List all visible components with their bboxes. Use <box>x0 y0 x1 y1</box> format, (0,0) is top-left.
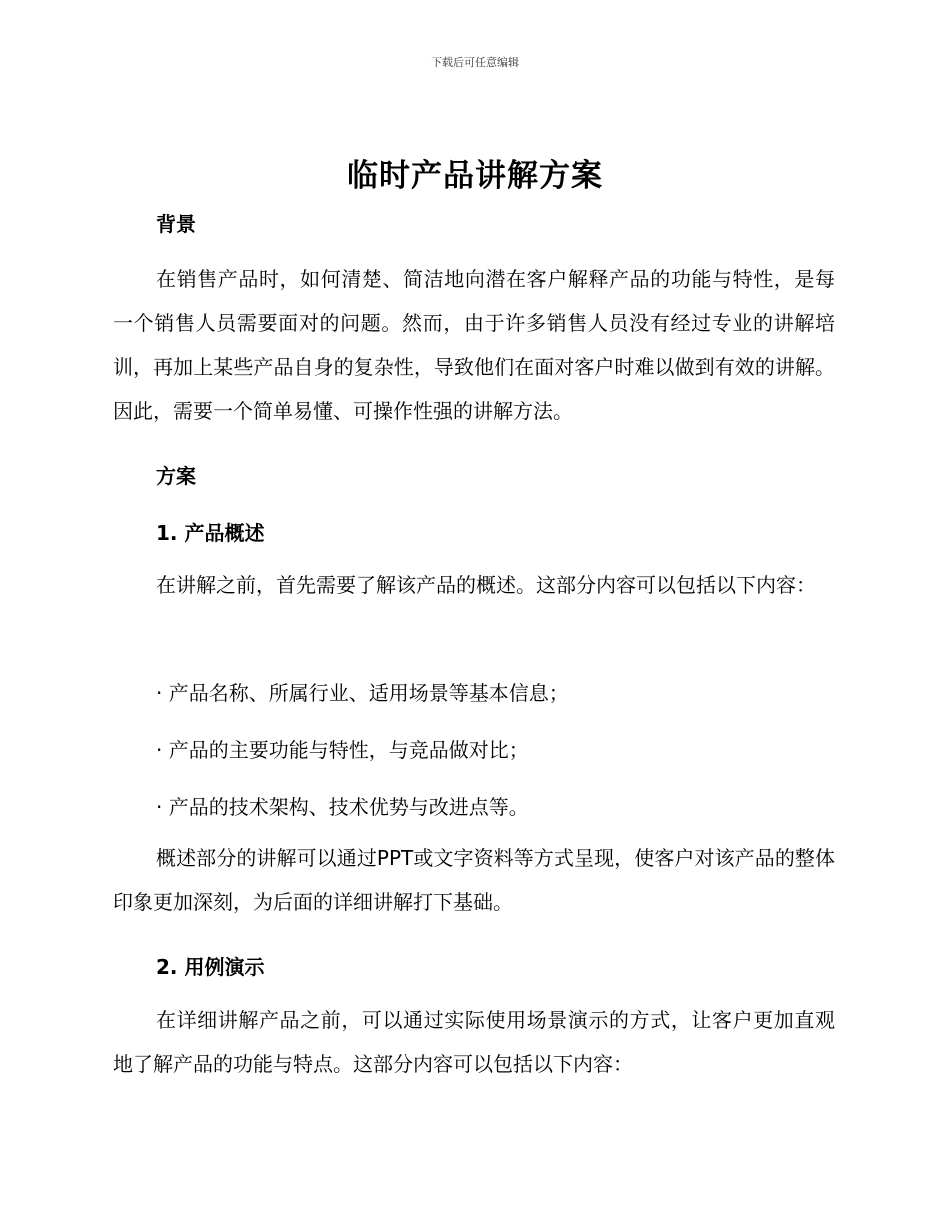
bullet-item: · 产品的主要功能与特性，与竞品做对比； <box>156 738 529 762</box>
plan-heading: 方案 <box>156 464 196 488</box>
bullet-item: · 产品的技术架构、技术优势与改进点等。 <box>156 795 529 819</box>
background-heading: 背景 <box>156 212 196 236</box>
section1-heading: 1. 产品概述 <box>156 521 265 545</box>
page-header: 下载后可任意编辑 <box>431 56 519 69</box>
bullet-item: · 产品名称、所属行业、适用场景等基本信息； <box>156 681 569 705</box>
section2-intro: 在详细讲解产品之前，可以通过实际使用场景演示的方式，让客户更加直观地了解产品的功能与特点。这部分内容可以包括以下内容： <box>113 1008 835 1076</box>
background-paragraph: 在销售产品时，如何清楚、简洁地向潜在客户解释产品的功能与特性，是每一个销售人员需要面对的问题。然而，由于许多销售人员没有经过专业的讲解培训，再加上某些产品自身的复杂性，导致他们在面对客户时难以做到有效的讲解。因此，需要一个简单易懂、可操作性强的讲解方法。 <box>113 267 835 423</box>
section2-heading: 2. 用例演示 <box>156 955 265 979</box>
section1-intro: 在讲解之前，首先需要了解该产品的概述。这部分内容可以包括以下内容： <box>156 573 816 597</box>
section1-summary: 概述部分的讲解可以通过PPT或文字资料等方式呈现，使客户对该产品的整体印象更加深刻，为后面的详细讲解打下基础。 <box>113 846 835 914</box>
document-title: 临时产品讲解方案 <box>347 158 603 194</box>
